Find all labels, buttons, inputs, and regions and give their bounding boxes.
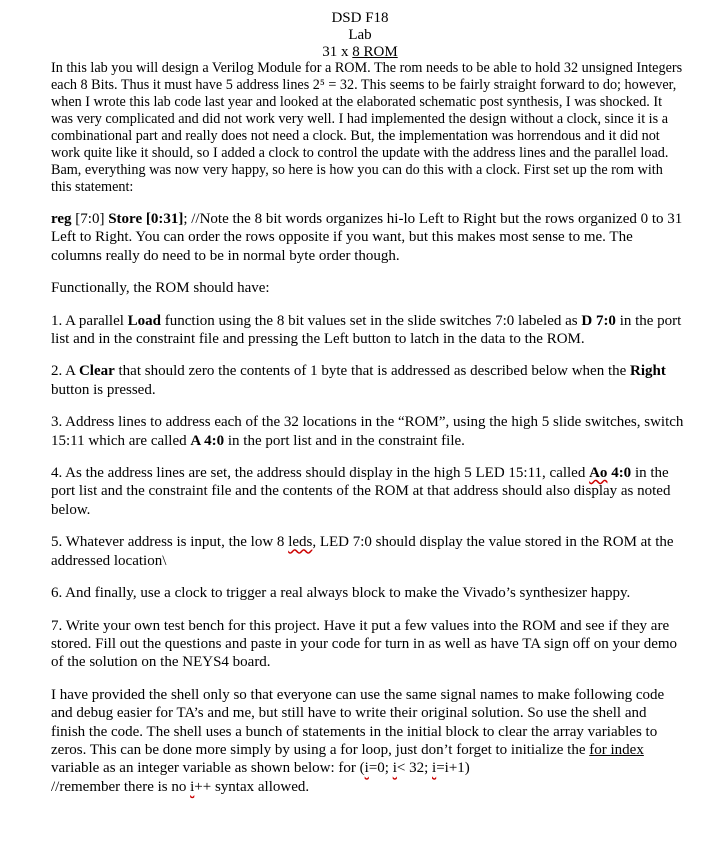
reg-keyword: reg bbox=[51, 211, 72, 227]
list-item-7: 7. Write your own test bench for this project. Have it put a few values into the ROM and see if they are stored. Fill out the questions and paste in your code for turn in as well as have TA sign off on your demo of the solution on the NEYS4 board. bbox=[51, 617, 678, 671]
doc-type: Lab bbox=[348, 27, 372, 43]
reg-note: ; //Note the 8 bit words organizes hi-lo Left to Right but the rows organized 0 to 31 Left to Right. You can order the rows opposite if you want, but this makes most sense to me. The columns really do need to be in normal byte order though. bbox=[51, 211, 683, 264]
title-underlined: 8 ROM bbox=[352, 44, 398, 60]
reg-name: Store [0:31] bbox=[108, 211, 184, 227]
doc-title bbox=[0, 44, 720, 61]
reg-statement-paragraph bbox=[51, 210, 684, 265]
list-item-2: 2. A Clear that should zero the contents of 1 byte that is addressed as described below when the Right button is pressed. bbox=[51, 363, 666, 398]
list-item-4: 4. As the address lines are set, the address should display in the high 5 LED 15:11, called Ao 4:0 in the port list and the constraint file and the contents of the ROM at that address should also display as noted below. bbox=[51, 465, 671, 518]
list-item-6: 6. And finally, use a clock to trigger a real always block to make the Vivado’s synthesizer happy. bbox=[51, 585, 631, 602]
document-body bbox=[51, 60, 684, 796]
closing-paragraph: I have provided the shell only so that everyone can use the same signal names to make following code and debug easier for TA’s and me, but still have to write their original solution. So use the shell and finish the code. The shell uses a bunch of statements in the initial block to clear the array variables to zeros. This can be done more simply by using a for loop, just don’t forget to initialize the for index variable as an integer variable as shown below: for (i=0; i< 32; i=i+1) //remember there is no i++ syntax allowed. bbox=[51, 686, 665, 795]
document-header bbox=[0, 0, 720, 61]
functionally-heading: Functionally, the ROM should have: bbox=[51, 280, 270, 297]
list-item-5: 5. Whatever address is input, the low 8 leds, LED 7:0 should display the value stored in the ROM at the addressed location\ bbox=[51, 534, 674, 569]
intro-paragraph: In this lab you will design a Verilog Module for a ROM. The rom needs to be able to hold 32 unsigned Integers each 8 Bits. Thus it must have 5 address lines 2⁵ = 32. This seems to be fairly straight forward to do; however, when I wrote this lab code last year and looked at the elaborated schematic post synthesis, I was shocked. It was very complicated and did not work very well. I had implemented the design without a clock, since it is a combinational part and really does not need a clock. But, the implementation was horrendous and it did not work quite like it should, so I added a clock to control the update with the address lines and the parallel load. Bam, everything was now very happy, so here is how you can do this with a clock. First set up the rom with this statement: bbox=[51, 60, 683, 195]
list-item-1: 1. A parallel Load function using the 8 bit values set in the slide switches 7:0 labeled as D 7:0 in the port list and in the constraint file and pressing the Left button to latch in the data to the ROM. bbox=[51, 312, 682, 348]
title-prefix: 31 x bbox=[322, 44, 353, 60]
reg-width: [7:0] bbox=[71, 211, 109, 227]
course-name: DSD F18 bbox=[331, 10, 389, 26]
list-item-3: 3. Address lines to address each of the 32 locations in the “ROM”, using the high 5 slide switches, switch 15:11 which are called A 4:0 in the port list and in the constraint file. bbox=[51, 414, 684, 449]
